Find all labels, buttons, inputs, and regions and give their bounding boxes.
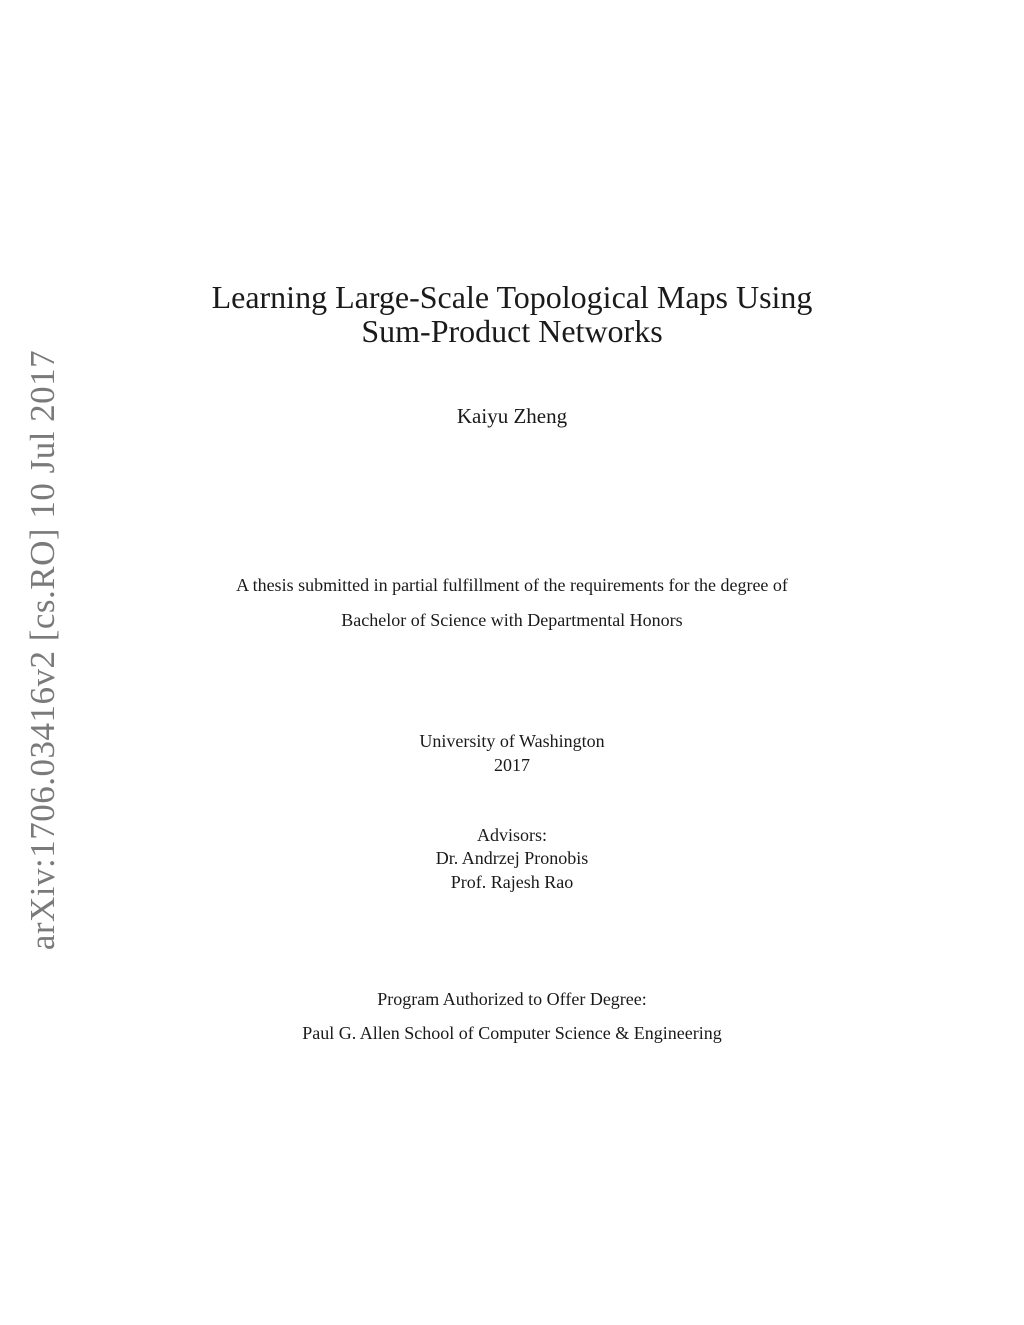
arxiv-identifier-stamp: arXiv:1706.03416v2 [cs.RO] 10 Jul 2017 [23, 349, 62, 951]
thesis-statement-line-1: A thesis submitted in partial fulfillment of the requirements for the degree of [236, 575, 788, 595]
advisor-name: Prof. Rajesh Rao [450, 872, 574, 892]
thesis-title-line-2: Sum-Product Networks [361, 313, 663, 349]
program-heading: Program Authorized to Offer Degree: [377, 989, 647, 1009]
thesis-year: 2017 [494, 755, 530, 775]
program-name: Paul G. Allen School of Computer Science & Engineering [302, 1023, 722, 1043]
advisor-name: Dr. Andrzej Pronobis [435, 848, 589, 868]
author-name: Kaiyu Zheng [456, 404, 568, 428]
institution-name: University of Washington [419, 731, 605, 751]
advisors-heading: Advisors: [476, 825, 547, 845]
degree-name: Bachelor of Science with Departmental Honors [341, 610, 683, 630]
thesis-title-line-1: Learning Large-Scale Topological Maps Using [211, 279, 813, 315]
